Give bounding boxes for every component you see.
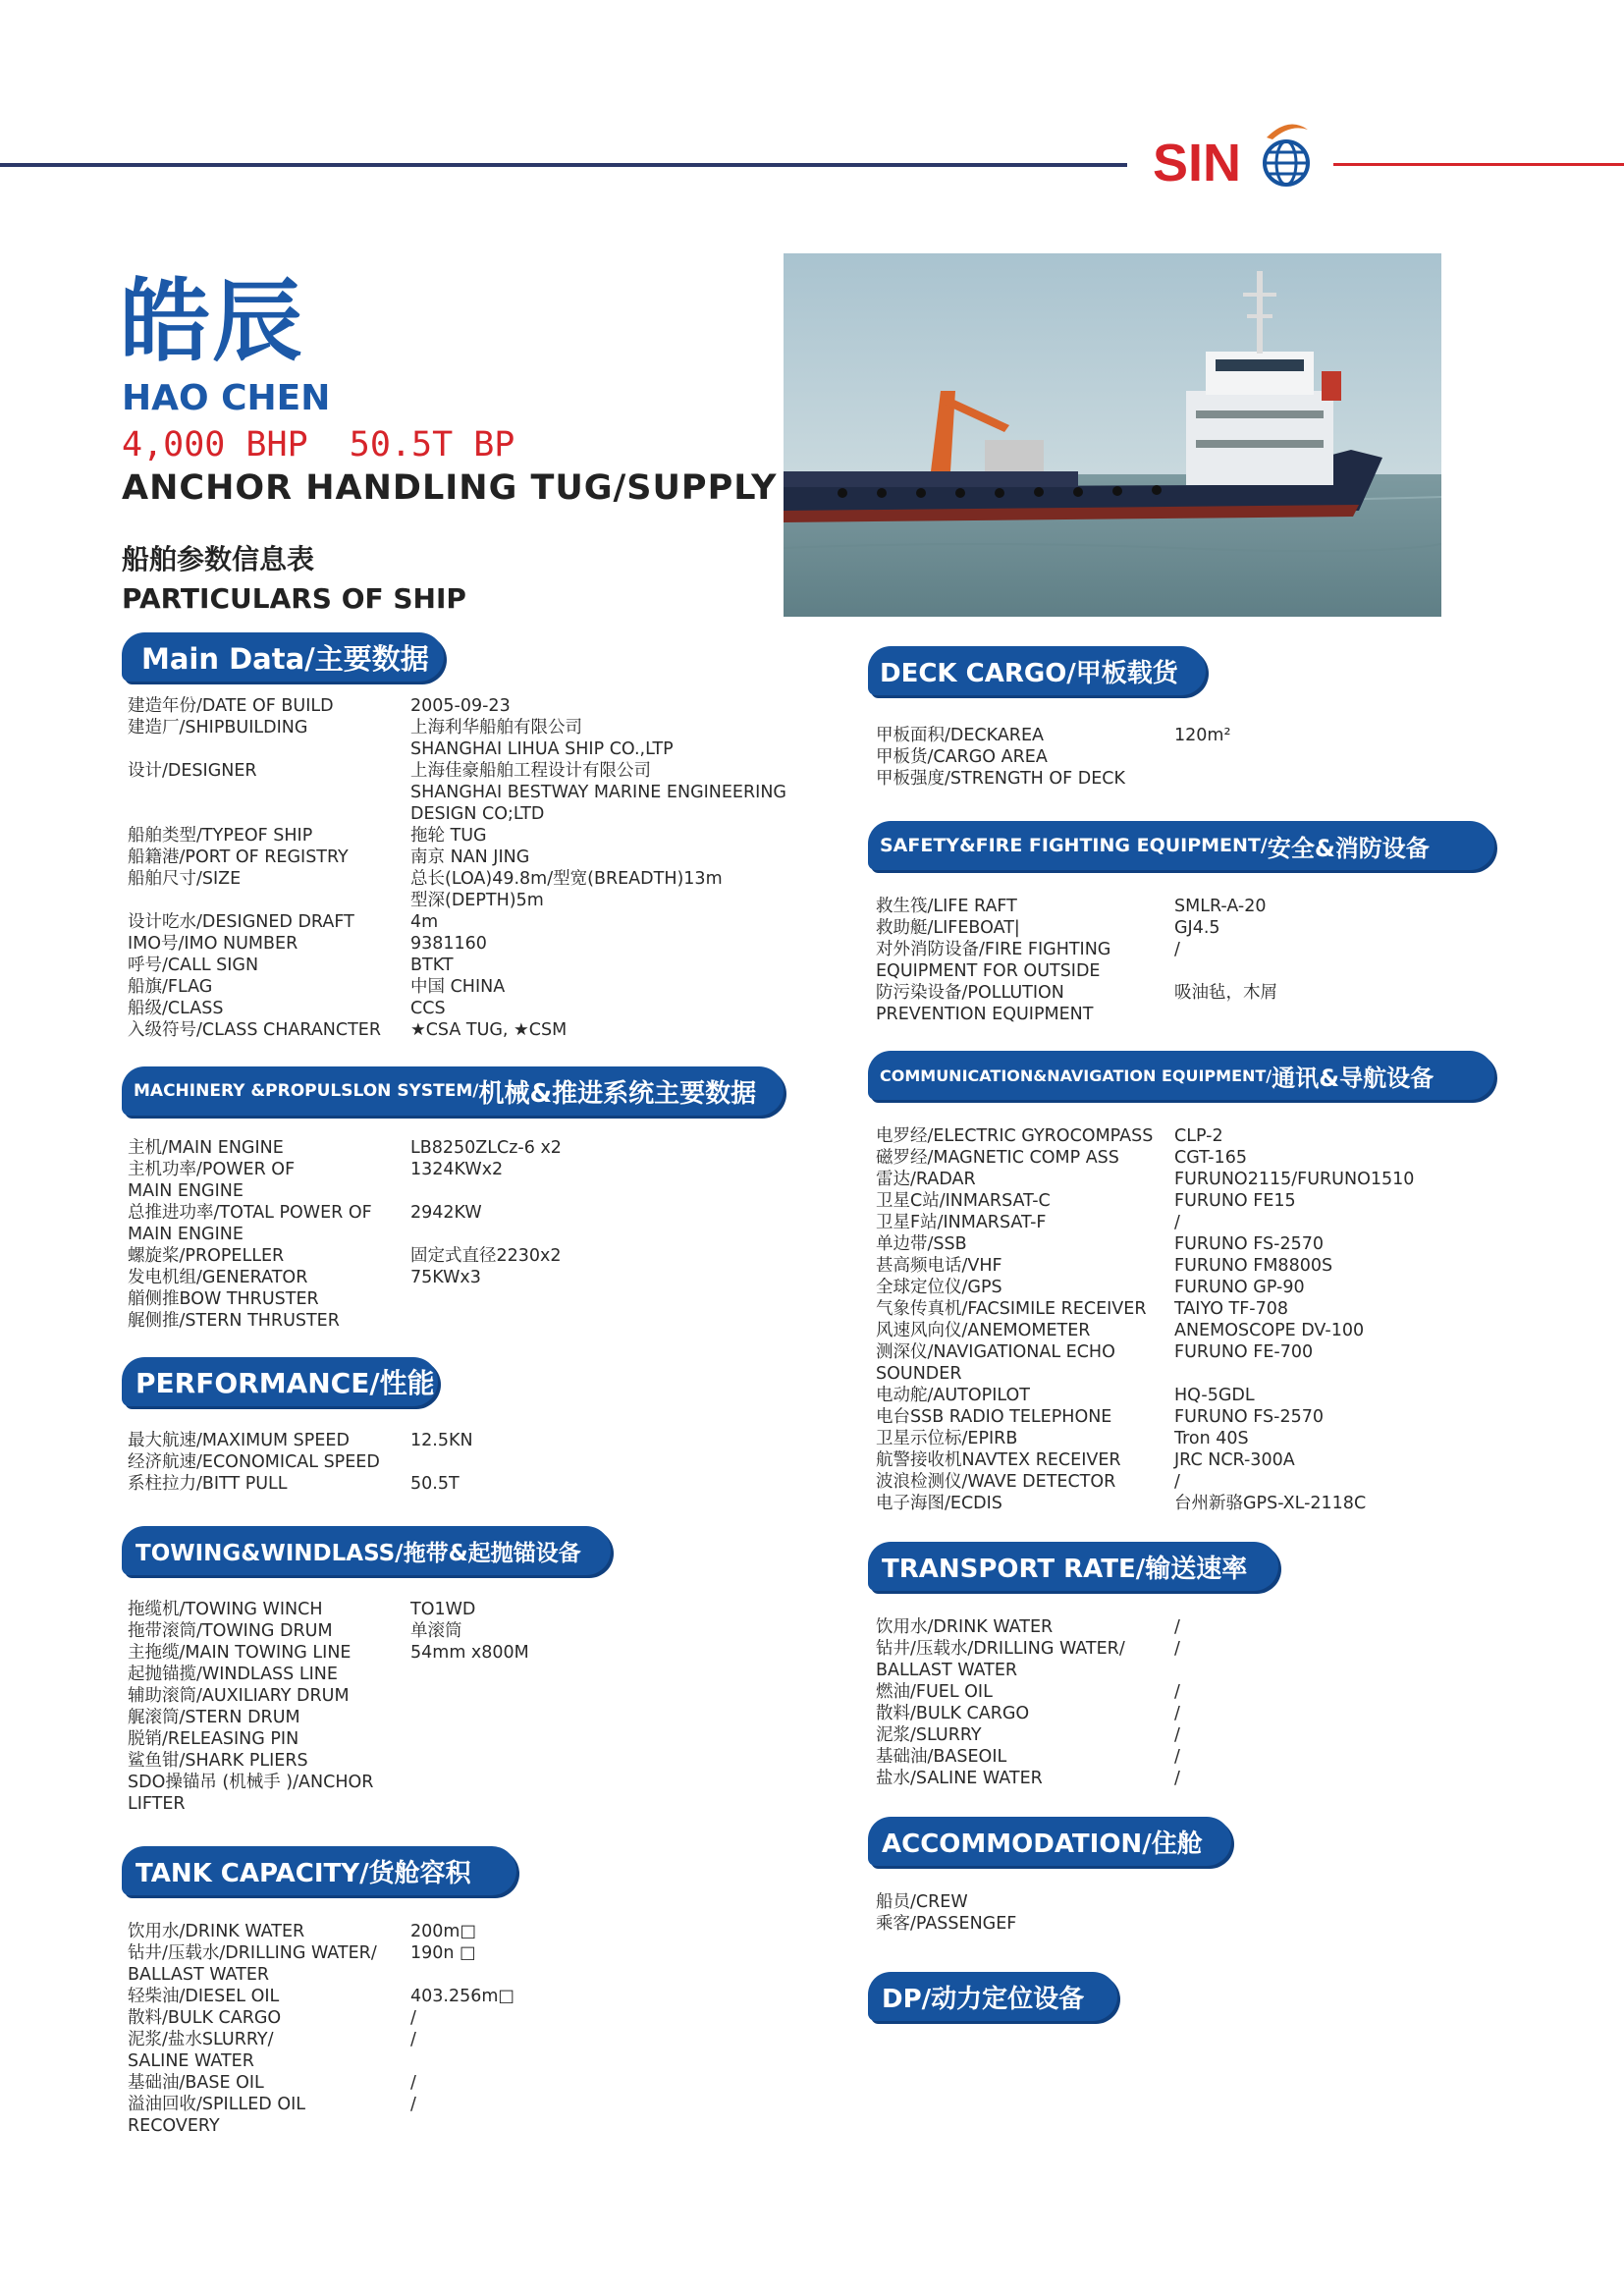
item-value: BTKT <box>410 956 454 975</box>
list-item <box>128 1728 717 1750</box>
item-label: 发电机组/GENERATOR <box>128 1268 308 1287</box>
item-value: 54mm x800M <box>410 1643 529 1663</box>
section-communication-heading <box>868 1051 1494 1100</box>
list-item <box>876 1891 1563 1913</box>
item-value: 120m² <box>1174 726 1231 745</box>
item-label: 测深仪/NAVIGATIONAL ECHO SOUNDER <box>876 1342 1115 1384</box>
item-label: 船舶尺寸/SIZE <box>128 869 242 889</box>
item-label: 鲨鱼钳/SHARK PLIERS <box>128 1751 308 1771</box>
item-label: 电子海图/ECDIS <box>876 1494 1002 1513</box>
item-value: 190n □ <box>410 1943 476 1963</box>
item-label: 主机/MAIN ENGINE <box>128 1138 284 1158</box>
list-item <box>876 1169 1563 1190</box>
item-value: 单滚筒 <box>410 1621 462 1641</box>
section-machinery-heading <box>122 1066 784 1116</box>
list-item <box>128 933 815 955</box>
list-item <box>876 1341 1563 1385</box>
list-item <box>128 760 815 825</box>
section-heading-text: COMMUNICATION&NAVIGATION EQUIPMENT/ <box>880 1065 1272 1085</box>
item-value: SMLR-A-20 <box>1174 897 1267 916</box>
item-value: 1324KWx2 <box>410 1160 504 1179</box>
deck-cargo-list <box>876 725 1563 790</box>
item-value: 拖轮 TUG <box>410 826 487 846</box>
item-value: 吸油毡，木屑 <box>1174 983 1277 1003</box>
section-deck-cargo-heading <box>868 646 1206 695</box>
item-label: 雷达/RADAR <box>876 1170 976 1189</box>
item-label: 系柱拉力/BITT PULL <box>128 1474 288 1494</box>
item-label: 对外消防设备/FIRE FIGHTING EQUIPMENT FOR OUTSIDE <box>876 940 1111 981</box>
item-label: 电罗经/ELECTRIC GYROCOMPASS <box>876 1126 1154 1146</box>
list-item <box>876 768 1563 790</box>
list-item <box>128 1245 717 1267</box>
section-main-data-heading <box>122 632 444 682</box>
list-item <box>876 1724 1563 1746</box>
item-label: 主机功率/POWER OF MAIN ENGINE <box>128 1160 296 1201</box>
list-item <box>128 2029 717 2072</box>
particulars-title-cn: 船舶参数信息表 <box>122 543 315 575</box>
performance-list <box>128 1430 717 1495</box>
list-item <box>876 939 1563 982</box>
list-item <box>128 1288 717 1310</box>
ship-name-cn: 皓辰 <box>120 269 305 374</box>
item-label: SDO操锚吊 (机械手 )/ANCHOR LIFTER <box>128 1773 374 1814</box>
item-label: 航警接收机NAVTEX RECEIVER <box>876 1450 1121 1470</box>
item-label: 艏侧推BOW THRUSTER <box>128 1289 319 1309</box>
list-item <box>128 998 815 1019</box>
item-label: 船级/CLASS <box>128 999 224 1018</box>
section-heading-text: MACHINERY &PROPULSLON SYSTEM/ <box>134 1081 479 1101</box>
list-item <box>876 1277 1563 1298</box>
section-transport-heading <box>868 1542 1278 1591</box>
item-value: / <box>410 2030 416 2049</box>
list-item <box>128 1707 717 1728</box>
particulars-title-en: PARTICULARS OF SHIP <box>122 582 466 615</box>
list-item <box>128 1430 717 1451</box>
item-value: / <box>1174 1769 1180 1788</box>
list-item <box>128 1267 717 1288</box>
item-label: 最大航速/MAXIMUM SPEED <box>128 1431 350 1450</box>
list-item <box>876 1768 1563 1789</box>
list-item <box>128 868 815 911</box>
section-accommodation-heading <box>868 1817 1231 1866</box>
list-item <box>128 2072 717 2094</box>
item-label: 螺旋桨/PROPELLER <box>128 1246 285 1266</box>
item-value: 南京 NAN JING <box>410 847 530 867</box>
section-towing-heading <box>122 1526 611 1575</box>
list-item <box>876 725 1563 746</box>
list-item <box>876 1746 1563 1768</box>
item-label: 乘客/PASSENGEF <box>876 1914 1017 1934</box>
section-heading-text: TRANSPORT RATE/输送速率 <box>882 1554 1248 1584</box>
item-value: / <box>1174 1704 1180 1723</box>
item-label: 电动舵/AUTOPILOT <box>876 1386 1030 1405</box>
item-value: FURUNO FS-2570 <box>1174 1407 1324 1427</box>
item-value: 50.5T <box>410 1474 460 1494</box>
list-item <box>876 1298 1563 1320</box>
item-value: / <box>1174 1682 1180 1702</box>
list-item <box>128 1986 717 2007</box>
item-label: 泥浆/盐水SLURRY/ SALINE WATER <box>128 2030 274 2071</box>
item-label: 风速风向仪/ANEMOMETER <box>876 1321 1091 1340</box>
list-item <box>876 1913 1563 1935</box>
main-data-list <box>128 695 815 1041</box>
item-value: 上海利华船舶有限公司 SHANGHAI LIHUA SHIP CO.,LTP <box>410 718 674 759</box>
list-item <box>128 1750 717 1772</box>
list-item <box>876 1616 1563 1638</box>
item-label: 设计/DESIGNER <box>128 761 257 781</box>
item-value: TAIYO TF-708 <box>1174 1299 1289 1319</box>
ship-type: ANCHOR HANDLING TUG/SUPPLY <box>122 468 778 508</box>
section-heading-text: DP/动力定位设备 <box>882 1984 1085 2014</box>
item-value: / <box>410 2095 416 2114</box>
item-label: 钻井/压载水/DRILLING WATER/ BALLAST WATER <box>876 1639 1125 1680</box>
list-item <box>128 1310 717 1332</box>
item-value: 上海佳豪船舶工程设计有限公司 SHANGHAI BESTWAY MARINE ENGINEERING DESIGN CO;LTD <box>410 761 786 824</box>
item-value: FURUNO FM8800S <box>1174 1256 1333 1276</box>
item-label: 主拖缆/MAIN TOWING LINE <box>128 1643 352 1663</box>
list-item <box>128 2007 717 2029</box>
item-label: 盐水/SALINE WATER <box>876 1769 1043 1788</box>
item-label: 甲板货/CARGO AREA <box>876 747 1048 767</box>
item-label: 散料/BULK CARGO <box>876 1704 1030 1723</box>
item-label: 船员/CREW <box>876 1892 968 1912</box>
item-label: 饮用水/DRINK WATER <box>128 1922 305 1941</box>
section-heading-text: SAFETY&FIRE FIGHTING EQUIPMENT/ <box>880 835 1268 856</box>
list-item <box>128 1620 717 1642</box>
item-value: FURUNO2115/FURUNO1510 <box>1174 1170 1415 1189</box>
item-value: 4m <box>410 912 439 932</box>
item-label: 电台SSB RADIO TELEPHONE <box>876 1407 1112 1427</box>
list-item <box>876 917 1563 939</box>
list-item <box>876 1233 1563 1255</box>
list-item <box>128 1159 717 1202</box>
section-heading-text-cn: 安全&消防设备 <box>1267 834 1430 862</box>
item-value: CLP-2 <box>1174 1126 1223 1146</box>
section-heading-text-cn: 机械&推进系统主要数据 <box>478 1078 757 1109</box>
list-item <box>128 1019 815 1041</box>
item-label: 气象传真机/FACSIMILE RECEIVER <box>876 1299 1147 1319</box>
item-value: 200m□ <box>410 1922 476 1941</box>
list-item <box>128 955 815 976</box>
section-dp-heading <box>868 1972 1117 2021</box>
item-value: CGT-165 <box>1174 1148 1247 1168</box>
item-value: GJ4.5 <box>1174 918 1220 938</box>
list-item <box>876 1385 1563 1406</box>
sino-logo <box>1151 116 1318 191</box>
item-label: 拖带滚筒/TOWING DRUM <box>128 1621 333 1641</box>
item-label: 救生筏/LIFE RAFT <box>876 897 1017 916</box>
item-value: / <box>410 2008 416 2028</box>
globe-icon <box>1265 141 1308 185</box>
item-value: FURUNO FS-2570 <box>1174 1234 1324 1254</box>
item-label: 基础油/BASEOIL <box>876 1747 1007 1767</box>
item-value: / <box>1174 1725 1180 1745</box>
item-value: 403.256m□ <box>410 1987 514 2006</box>
communication-list <box>876 1125 1563 1514</box>
list-item <box>128 1202 717 1245</box>
safety-list <box>876 896 1563 1025</box>
list-item <box>128 825 815 847</box>
item-value: Tron 40S <box>1174 1429 1249 1448</box>
list-item <box>876 1493 1563 1514</box>
item-label: 建造年份/DATE OF BUILD <box>128 696 334 716</box>
item-label: 防污染设备/POLLUTION PREVENTION EQUIPMENT <box>876 983 1094 1024</box>
list-item <box>876 1125 1563 1147</box>
section-heading-text: TOWING&WINDLASS/拖带&起抛锚设备 <box>135 1540 581 1566</box>
list-item <box>876 1681 1563 1703</box>
item-value: 中国 CHINA <box>410 977 506 997</box>
list-item <box>876 1320 1563 1341</box>
list-item <box>876 1449 1563 1471</box>
item-value: LB8250ZLCz-6 x2 <box>410 1138 562 1158</box>
item-label: 泥浆/SLURRY <box>876 1725 982 1745</box>
section-heading-text: PERFORMANCE/性能 <box>135 1367 435 1399</box>
list-item <box>128 847 815 868</box>
list-item <box>876 746 1563 768</box>
item-value: 固定式直径2230x2 <box>410 1246 562 1266</box>
list-item <box>128 976 815 998</box>
item-label: 甚高频电话/VHF <box>876 1256 1002 1276</box>
item-label: 入级符号/CLASS CHARANCTER <box>128 1020 382 1040</box>
list-item <box>128 1599 717 1620</box>
transport-list <box>876 1616 1563 1789</box>
list-item <box>876 896 1563 917</box>
list-item <box>876 1638 1563 1681</box>
list-item <box>876 1190 1563 1212</box>
section-heading-text: ACCOMMODATION/住舱 <box>882 1829 1203 1859</box>
item-label: 卫星示位标/EPIRB <box>876 1429 1018 1448</box>
item-label: 轻柴油/DIESEL OIL <box>128 1987 280 2006</box>
item-label: 船籍港/PORT OF REGISTRY <box>128 847 349 867</box>
item-label: 脱销/RELEASING PIN <box>128 1729 299 1749</box>
item-label: 单边带/SSB <box>876 1234 967 1254</box>
list-item <box>876 1471 1563 1493</box>
item-value: 总长(LOA)49.8m/型宽(BREADTH)13m 型深(DEPTH)5m <box>410 869 723 910</box>
section-heading-text-cn: 通讯&导航设备 <box>1272 1064 1435 1092</box>
list-item <box>128 2094 717 2137</box>
list-item <box>128 1473 717 1495</box>
machinery-list <box>128 1137 717 1332</box>
list-item <box>128 1451 717 1473</box>
item-value: 9381160 <box>410 934 487 954</box>
item-value: 2942KW <box>410 1203 482 1223</box>
section-performance-heading <box>122 1357 438 1406</box>
list-item <box>876 1428 1563 1449</box>
item-label: 甲板面积/DECKAREA <box>876 726 1044 745</box>
item-value: / <box>1174 1639 1180 1659</box>
list-item <box>128 1942 717 1986</box>
item-value: / <box>1174 1472 1180 1492</box>
item-value: / <box>1174 940 1180 959</box>
item-label: 船旗/FLAG <box>128 977 213 997</box>
item-label: 起抛锚揽/WINDLASS LINE <box>128 1665 338 1684</box>
list-item <box>128 695 815 717</box>
item-label: 救助艇/LIFEBOAT| <box>876 918 1020 938</box>
item-label: 呼号/CALL SIGN <box>128 956 259 975</box>
item-value: / <box>1174 1747 1180 1767</box>
logo-text: SIN <box>1153 134 1242 191</box>
item-label: 溢油回收/SPILLED OIL RECOVERY <box>128 2095 305 2136</box>
section-heading-text: DECK CARGO/甲板载货 <box>880 658 1178 688</box>
list-item <box>128 1137 717 1159</box>
item-label: 钻井/压载水/DRILLING WATER/ BALLAST WATER <box>128 1943 377 1985</box>
item-value: HQ-5GDL <box>1174 1386 1255 1405</box>
item-value: CCS <box>410 999 446 1018</box>
list-item <box>876 982 1563 1025</box>
list-item <box>876 1255 1563 1277</box>
list-item <box>128 717 815 760</box>
item-label: 船舶类型/TYPEOF SHIP <box>128 826 313 846</box>
item-value: FURUNO FE15 <box>1174 1191 1296 1211</box>
item-label: 波浪检测仪/WAVE DETECTOR <box>876 1472 1116 1492</box>
item-value: 台州新骆GPS-XL-2118C <box>1174 1494 1367 1513</box>
list-item <box>128 1772 717 1815</box>
item-value: FURUNO FE-700 <box>1174 1342 1314 1362</box>
item-value: ANEMOSCOPE DV-100 <box>1174 1321 1365 1340</box>
item-label: 磁罗经/MAGNETIC COMP ASS <box>876 1148 1119 1168</box>
item-value: JRC NCR-300A <box>1174 1450 1295 1470</box>
ship-photo <box>784 253 1441 617</box>
item-value: ★CSA TUG, ★CSM <box>410 1020 568 1040</box>
item-label: 散料/BULK CARGO <box>128 2008 282 2028</box>
towing-list <box>128 1599 717 1815</box>
list-item <box>128 1642 717 1664</box>
ship-spec: 4,000 BHP 50.5T BP <box>122 425 515 464</box>
list-item <box>128 911 815 933</box>
section-safety-heading <box>868 821 1494 870</box>
section-heading-text: Main Data/主要数据 <box>141 641 429 676</box>
item-label: 卫星C站/INMARSAT-C <box>876 1191 1051 1211</box>
item-label: 拖缆机/TOWING WINCH <box>128 1600 323 1619</box>
list-item <box>876 1212 1563 1233</box>
item-label: 建造厂/SHIPBUILDING <box>128 718 308 737</box>
item-label: IMO号/IMO NUMBER <box>128 934 298 954</box>
item-value: / <box>1174 1213 1180 1232</box>
list-item <box>128 1921 717 1942</box>
list-item <box>128 1685 717 1707</box>
item-value: 2005-09-23 <box>410 696 511 716</box>
item-label: 基础油/BASE OIL <box>128 2073 264 2093</box>
item-value: 12.5KN <box>410 1431 473 1450</box>
item-label: 燃油/FUEL OIL <box>876 1682 993 1702</box>
item-label: 辅助滚筒/AUXILIARY DRUM <box>128 1686 350 1706</box>
tank-list <box>128 1921 717 2137</box>
header-rule-right <box>1333 163 1624 166</box>
item-value: FURUNO GP-90 <box>1174 1278 1305 1297</box>
item-value: TO1WD <box>410 1600 476 1619</box>
list-item <box>128 1664 717 1685</box>
list-item <box>876 1406 1563 1428</box>
header-rule-left <box>0 163 1127 167</box>
section-heading-text: TANK CAPACITY/货舱容积 <box>135 1858 471 1888</box>
list-item <box>876 1147 1563 1169</box>
item-label: 全球定位仪/GPS <box>876 1278 1002 1297</box>
item-label: 艉滚筒/STERN DRUM <box>128 1708 300 1727</box>
accommodation-list <box>876 1891 1563 1935</box>
item-label: 总推进功率/TOTAL POWER OF MAIN ENGINE <box>128 1203 372 1244</box>
item-value: 75KWx3 <box>410 1268 481 1287</box>
item-value: / <box>410 2073 416 2093</box>
item-label: 饮用水/DRINK WATER <box>876 1617 1054 1637</box>
item-label: 艉侧推/STERN THRUSTER <box>128 1311 340 1331</box>
item-label: 设计吃水/DESIGNED DRAFT <box>128 912 354 932</box>
item-label: 甲板强度/STRENGTH OF DECK <box>876 769 1125 789</box>
list-item <box>876 1703 1563 1724</box>
ship-name-en: HAO CHEN <box>122 378 331 418</box>
item-value: / <box>1174 1617 1180 1637</box>
section-tank-heading <box>122 1846 516 1895</box>
item-label: 卫星F站/INMARSAT-F <box>876 1213 1047 1232</box>
item-label: 经济航速/ECONOMICAL SPEED <box>128 1452 380 1472</box>
